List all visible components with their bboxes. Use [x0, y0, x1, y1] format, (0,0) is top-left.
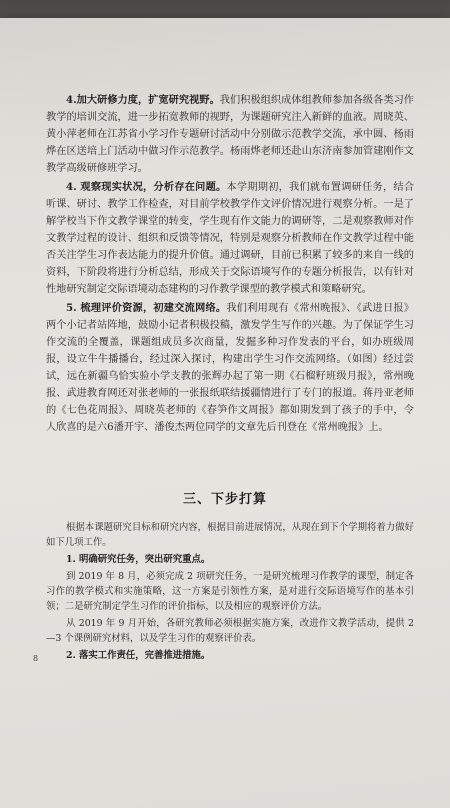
paragraph-6 — [46, 300, 414, 436]
section-heading: 三、下步打算 — [182, 492, 267, 507]
plan-intro: 根据本课题研究目标和研究内容，根据目前进展情况，从现在到下个学期将着力做好如下几项工作。 — [46, 522, 414, 548]
section-bottom — [46, 520, 414, 665]
plan-item-2-title: 2. 落实工作责任，完善推进措施。 — [66, 650, 211, 661]
plan-item-1-body-a: 到 2019 年 8 月，必须完成 2 项研究任务，一是研究梳理习作教学的课型，制定各习作的教学模式和实施策略，这一方案是引领性方案，是对进行交际语境写作的基本引领；二是研究制定学生习作的评价指标，以及相应的观察评价方法。 — [46, 571, 414, 612]
paragraph-4-body: 我们积极组织成体组教师参加各级各类习作教学的培训交流，进一步拓宽教师的视野，为课题研究注入新鲜的血液。周晓英、黄小萍老师在江苏省小学习作专题研讨活动中分别做示范教学交流，承中圆、杨雨烨在区送培上门活动中做习作示范教学。杨雨烨老师还赴山东济南参加管建刚作文教学高级研修班学习。 — [46, 95, 414, 174]
page-number: 8 — [33, 654, 39, 663]
paragraph-5 — [46, 179, 414, 298]
paragraph-4 — [46, 92, 414, 177]
paragraph-4-lead: 4.加大研修力度，扩宽研究视野。 — [66, 94, 220, 106]
plan-item-1-body-b: 从 2019 年 9 月开始，各研究教师必须根据实施方案，改进作文教学活动，提供 2—3 个课例研究材料，以及学生习作的观察评价表。 — [46, 618, 414, 644]
paragraph-6-lead: 5. 梳理评价资源，初建交流网络。 — [66, 302, 227, 314]
paragraph-5-lead: 4. 观察现实状况，分析存在问题。 — [66, 181, 227, 193]
section-top — [46, 92, 414, 438]
paragraph-5-body: 本学期期初，我们就布置调研任务，结合听课、研讨、教学工作检查，对目前学校教学作文评价情况进行观察分析。一是了解学校当下作文教学课堂的转变，学生现有作文能力的调研等，二是观察教师对作文教学过程的设计、组织和反馈等情况，特别是观察分析教师在作文教学过程中能否关注学生习作表达能力的提升价值。通过调研，目前已积累了较多的来自一线的资料，下阶段将进行分析总结，形成关于交际语境写作的专题分析报告，以有针对性地研究制定交际语境动态建构的习作教学课型的教学模式和策略研究。 — [46, 182, 414, 295]
paragraph-6-body: 我们利用现有《常州晚报》、《武进日报》两个小记者站阵地，鼓励小记者积极投稿，激发学生写作的兴趣。为了保证学生习作交流的全覆盖，课题组成员多次商量，发掘多种习作发表的平台，如办班级周报，设立牛牛播播台，经过深入探讨，构建出学生习作交流网络。（如图）经过尝试，远在新疆乌恰实验小学支教的张辉办起了第一期《石榴籽班级月报》，常州晚报、武进教育网还对张老师的一张报纸联结援疆情进行了专门的报道。蒋丹亚老师的《七色花周报》、周晓英老师的《春笋作文周报》都如期发到了孩子的手中，令人欣喜的是六6潘开宇、潘俊杰两位同学的文章先后刊登在《常州晚报》上。 — [46, 303, 414, 433]
plan-item-1-title: 1. 明确研究任务，突出研究重点。 — [66, 554, 211, 565]
